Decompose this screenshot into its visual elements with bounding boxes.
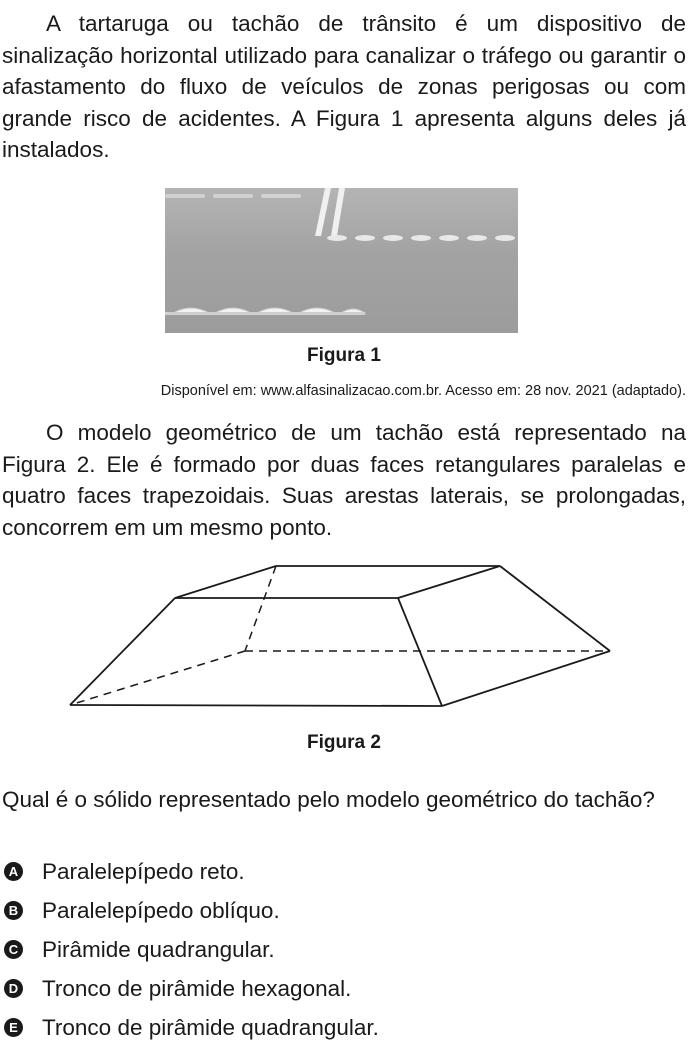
option-e-letter: E [4,1018,23,1037]
option-e[interactable] [4,1008,379,1047]
base-right-edge [442,651,610,706]
option-d[interactable] [4,969,379,1008]
option-e-text: Tronco de pirâmide quadrangular. [42,1014,379,1040]
lateral-edge-front-right [398,598,442,706]
option-c-text: Pirâmide quadrangular. [42,936,275,962]
option-c-letter: C [4,940,23,959]
question-text: Qual é o sólido representado pelo modelo geométrico do tachão? [2,787,655,812]
figure1-source: Disponível em: www.alfasinalizacao.com.br. Acesso em: 28 nov. 2021 (adaptado). [160,383,686,399]
hidden-lateral-edge [245,566,276,651]
road-tachao-photo [165,188,518,333]
frustum-diagram [60,558,620,718]
option-a[interactable] [4,852,379,891]
option-b-letter: B [4,901,23,920]
base-front-edge [70,705,442,706]
option-a-letter: A [4,862,23,881]
option-c[interactable] [4,930,379,969]
option-d-text: Tronco de pirâmide hexagonal. [42,975,352,1001]
answer-options [4,852,379,1047]
road-photo-illustration [165,188,518,333]
model-paragraph: O modelo geométrico de um tachão está representado na Figura 2. Ele é formado por duas faces retangulares paralelas e quatro faces trapezoidais. Suas arestas laterais, se prolongadas, concorrem em um mesmo ponto. [2,420,686,540]
option-d-letter: D [4,979,23,998]
figure1-caption: Figura 1 [307,345,381,366]
option-b[interactable] [4,891,379,930]
intro-paragraph: A tartaruga ou tachão de trânsito é um dispositivo de sinalização horizontal utilizado para canalizar o tráfego ou garantir o afastamento do fluxo de veículos de zonas perigosas ou com grande risco de acidentes. A Figura 1 apresenta alguns deles já instalados. [2,11,686,162]
figure2-caption: Figura 2 [307,732,381,753]
lateral-edge-back-right [500,566,610,651]
option-b-text: Paralelepípedo oblíquo. [42,897,280,923]
top-left-edge [175,566,276,598]
option-a-text: Paralelepípedo reto. [42,858,245,884]
top-right-edge [398,566,500,598]
